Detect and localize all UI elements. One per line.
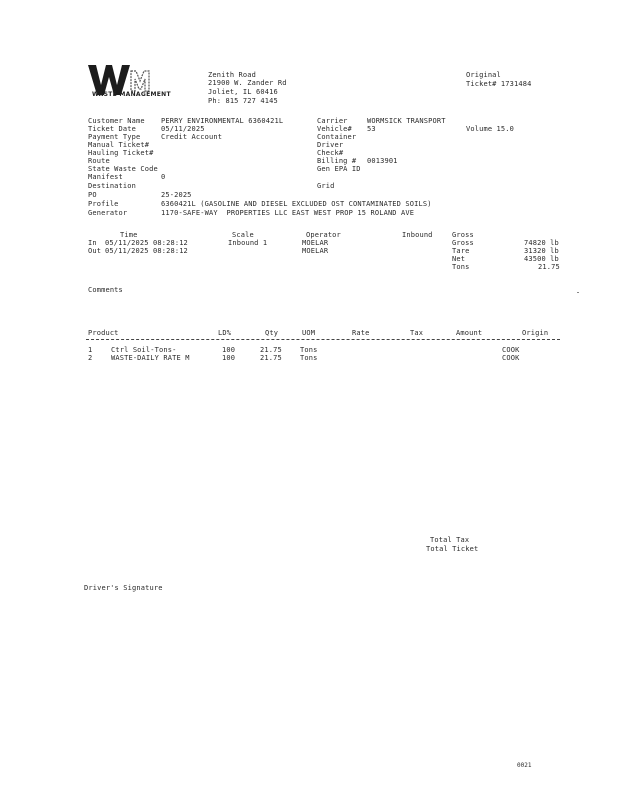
weight-time: 05/11/2025 08:28:12 xyxy=(105,247,188,255)
field-label: State Waste Code xyxy=(88,165,158,173)
ticket-number: Ticket# 1731484 xyxy=(466,80,532,88)
field-label: Customer Name xyxy=(88,117,145,125)
col-header: Product xyxy=(88,329,119,337)
page-stamp: 0021 xyxy=(517,762,532,769)
field-label: Check# xyxy=(317,149,344,157)
weight-value: 21.75 xyxy=(538,263,560,271)
field-value: 53 xyxy=(367,125,376,133)
col-header: Inbound xyxy=(402,231,433,239)
weight-scale: Inbound 1 xyxy=(228,239,268,247)
col-header: Operator xyxy=(306,231,341,239)
weight-time: 05/11/2025 08:28:12 xyxy=(105,239,188,247)
header-rule xyxy=(86,339,560,340)
weight-label: Tons xyxy=(452,263,470,271)
col-header: Tax xyxy=(410,329,424,337)
field-label: Ticket Date xyxy=(88,125,137,133)
weight-label: Gross xyxy=(452,239,474,247)
product-ld: 100 xyxy=(222,346,236,354)
field-value: WORMSICK TRANSPORT xyxy=(367,117,446,125)
product-ld: 100 xyxy=(222,354,236,362)
field-label: Driver xyxy=(317,141,344,149)
weight-value: 43500 lb xyxy=(524,255,559,263)
field-label: Manifest xyxy=(88,173,123,181)
field-label: Container xyxy=(317,133,357,141)
product-uom: Tons xyxy=(300,346,318,354)
field-label: Generator xyxy=(88,209,128,217)
col-header: Scale xyxy=(232,231,254,239)
product-origin: COOK xyxy=(502,354,520,362)
field-label: Gen EPA ID xyxy=(317,165,361,173)
field-value: 6360421L (GASOLINE AND DIESEL EXCLUDED OST CONTAMINATED SOILS) xyxy=(161,200,432,208)
facility-city: Joliet, IL 60416 xyxy=(208,88,278,96)
col-header: Amount xyxy=(456,329,483,337)
weight-value: 74820 lb xyxy=(524,239,559,247)
product-origin: COOK xyxy=(502,346,520,354)
logo-text: WASTE MANAGEMENT xyxy=(92,91,171,98)
volume-value: Volume 15.0 xyxy=(466,125,515,133)
product-qty: 21.75 xyxy=(260,346,282,354)
facility-name: Zenith Road xyxy=(208,71,257,79)
field-label: Hauling Ticket# xyxy=(88,149,154,157)
col-header: LD% xyxy=(218,329,232,337)
weight-dir: In xyxy=(88,239,97,247)
facility-address: 21900 W. Zander Rd xyxy=(208,79,287,87)
field-label: Route xyxy=(88,157,110,165)
facility-phone: Ph: 815 727 4145 xyxy=(208,97,278,105)
weight-operator: MOELAR xyxy=(302,247,329,255)
col-header: Origin xyxy=(522,329,549,337)
driver-signature-label: Driver's Signature xyxy=(84,584,163,592)
product-name: WASTE-DAILY RATE M xyxy=(111,354,190,362)
field-label: Profile xyxy=(88,200,119,208)
col-header: Time xyxy=(120,231,138,239)
col-header: Qty xyxy=(265,329,279,337)
field-value: 0 xyxy=(161,173,166,181)
col-header: Rate xyxy=(352,329,370,337)
weight-label: Tare xyxy=(452,247,470,255)
field-label: PO xyxy=(88,191,97,199)
field-value: 0013901 xyxy=(367,157,398,165)
comments-label: Comments xyxy=(88,286,123,294)
col-header: Gross xyxy=(452,231,474,239)
field-value: PERRY ENVIRONMENTAL 6360421L xyxy=(161,117,284,125)
field-label: Vehicle# xyxy=(317,125,352,133)
weight-label: Net xyxy=(452,255,466,263)
field-label: Carrier xyxy=(317,117,348,125)
field-label: Payment Type xyxy=(88,133,141,141)
weight-operator: MOELAR xyxy=(302,239,329,247)
field-label: Grid xyxy=(317,182,335,190)
field-label: Billing # xyxy=(317,157,357,165)
total-ticket-label: Total Ticket xyxy=(426,545,479,553)
product-qty: 21.75 xyxy=(260,354,282,362)
field-value: Credit Account xyxy=(161,133,223,141)
weight-value: 31320 lb xyxy=(524,247,559,255)
scan-mark xyxy=(577,292,579,293)
col-header: UOM xyxy=(302,329,316,337)
field-label: Manual Ticket# xyxy=(88,141,150,149)
field-label: Destination xyxy=(88,182,137,190)
original-label: Original xyxy=(466,71,501,79)
weight-dir: Out xyxy=(88,247,102,255)
product-index: 2 xyxy=(88,354,93,362)
field-value: 1170-SAFE-WAY PROPERTIES LLC EAST WEST PROP 15 ROLAND AVE xyxy=(161,209,415,217)
total-tax-label: Total Tax xyxy=(430,536,470,544)
field-value: 05/11/2025 xyxy=(161,125,205,133)
product-uom: Tons xyxy=(300,354,318,362)
product-index: 1 xyxy=(88,346,93,354)
product-name: Ctrl Soil-Tons- xyxy=(111,346,177,354)
field-value: 25-2025 xyxy=(161,191,192,199)
